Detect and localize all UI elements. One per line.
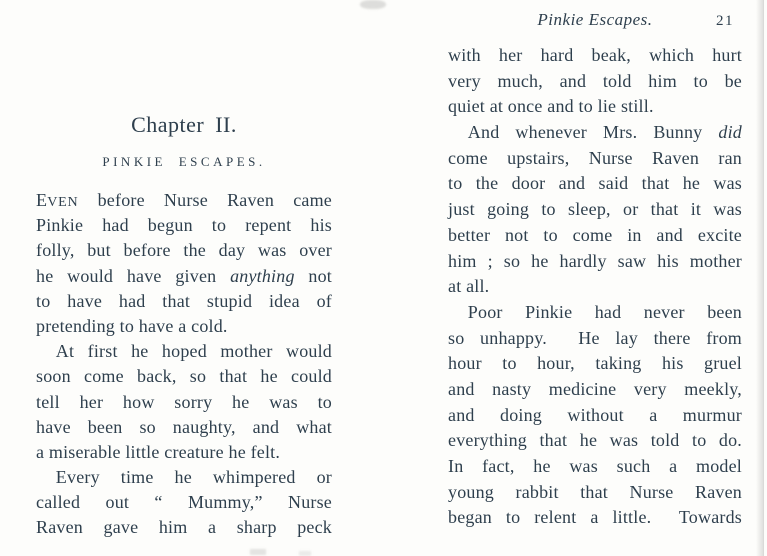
text-line: called out “ Mummy,” Nurse: [36, 492, 332, 513]
chapter-subheading: PINKIE ESCAPES.: [102, 154, 266, 169]
text-line: to the door and said that he was: [448, 173, 742, 194]
left-page-body: [36, 188, 332, 541]
paragraph: [448, 43, 742, 120]
text-line: Poor Pinkie had never been: [467, 301, 742, 322]
scan-smudge: [299, 551, 311, 556]
paragraph: [36, 188, 332, 339]
text-line: come upstairs, Nurse Raven ran: [448, 147, 742, 168]
page-number: 21: [716, 13, 734, 29]
text-line: just going to sleep, or that it was: [448, 199, 742, 220]
scan-page-edge: [756, 0, 764, 556]
text-line: Pinkie had begun to repent his: [36, 215, 332, 236]
text-line: him ; so he hardly saw his mother: [448, 250, 742, 271]
text-line: pretending to have a cold.: [36, 315, 228, 336]
text-line: at all.: [448, 276, 490, 297]
left-page: [36, 0, 332, 541]
text-line: Every time he whimpered or: [55, 467, 332, 488]
text-line: and nasty medicine very meekly,: [448, 378, 742, 399]
paragraph: [448, 300, 742, 531]
text-line: a miserable little creature he felt.: [36, 441, 281, 462]
text-line: so unhappy. He lay there from: [448, 327, 742, 348]
paragraph: [36, 465, 332, 541]
running-header-title: Pinkie Escapes.: [537, 10, 653, 29]
text-line: folly, but before the day was over: [36, 240, 332, 261]
text-line: At first he hoped mother would: [55, 341, 332, 362]
text-line: quiet at once and to lie still.: [448, 96, 654, 117]
text-line: In fact, he was such a model: [448, 456, 742, 476]
text-line: began to relent a little. Towards: [448, 507, 742, 528]
paragraph: [448, 120, 742, 300]
text-line: to have had that stupid idea of: [36, 290, 332, 311]
text-line: very much, and told him to be: [448, 70, 742, 91]
right-page: [448, 0, 742, 531]
text-line: with her hard beak, which hurt: [448, 45, 742, 65]
scan-smudge: [360, 0, 386, 9]
text-line: And whenever Mrs. Bunny did: [467, 122, 742, 143]
text-line: and doing without a murmur: [448, 404, 742, 425]
right-page-body: [448, 43, 742, 531]
scan-smudge: [250, 549, 266, 555]
text-line: everything that he was told to do.: [448, 430, 742, 451]
text-line: hour to hour, taking his gruel: [448, 353, 742, 374]
chapter-heading: Chapter II.: [131, 112, 237, 137]
text-line: he would have given anything not: [36, 265, 332, 286]
text-line: soon come back, so that he could: [36, 366, 332, 387]
running-header: [448, 8, 742, 32]
text-line: Raven gave him a sharp peck: [36, 517, 332, 538]
paragraph: [36, 339, 332, 465]
text-line: tell her how sorry he was to: [36, 391, 332, 412]
text-line: better not to come in and excite: [448, 224, 742, 245]
text-line: young rabbit that Nurse Raven: [448, 481, 742, 502]
text-line: EVEN before Nurse Raven came: [36, 190, 332, 210]
text-line: have been so naughty, and what: [36, 416, 332, 437]
